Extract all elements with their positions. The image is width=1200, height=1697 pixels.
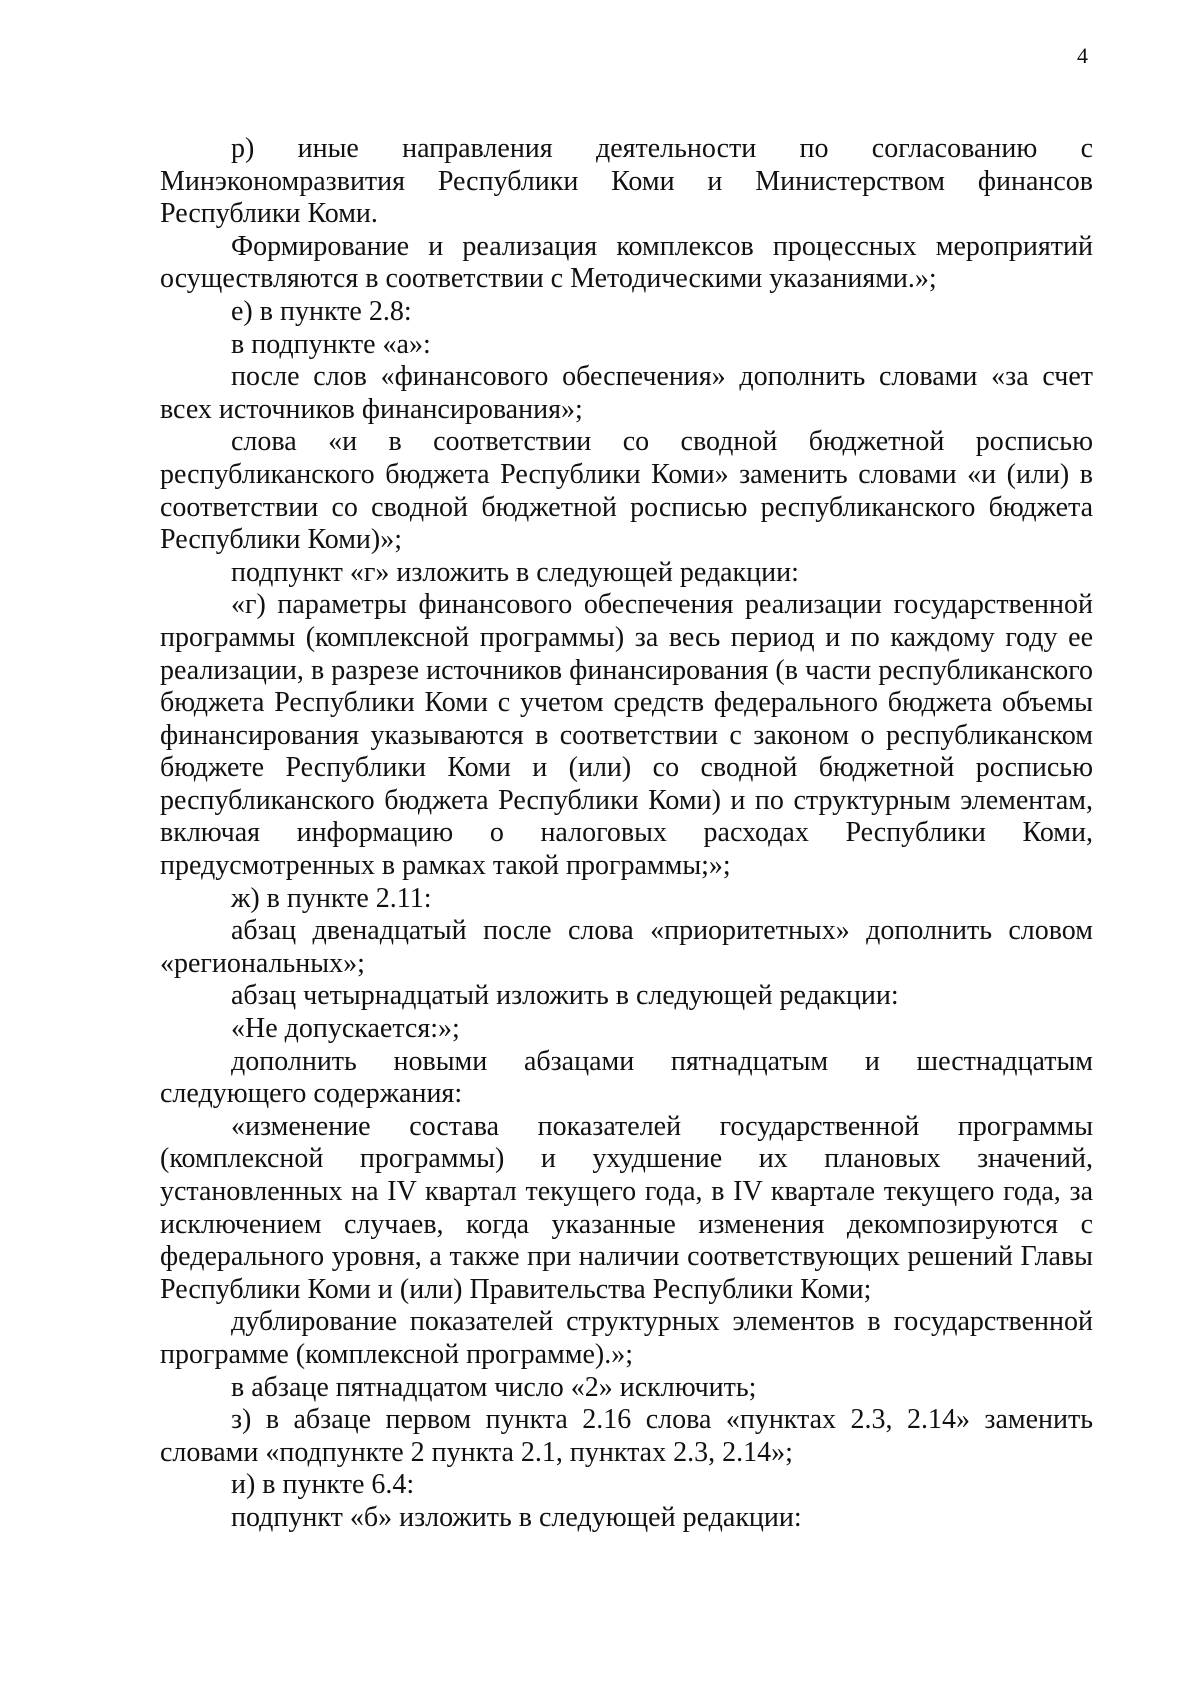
paragraph: з) в абзаце первом пункта 2.16 слова «пунктах 2.3, 2.14» заменить словами «подпункте 2 пункта 2.1, пунктах 2.3, 2.14»; [160,1404,1093,1468]
paragraph: Формирование и реализация комплексов процессных мероприятий осуществляются в соответствии с Методическими указаниями.»; [160,230,1093,295]
paragraph: в абзаце пятнадцатом число «2» исключить; [231,1371,757,1403]
document-body [160,133,1093,1535]
paragraph: е) в пункте 2.8: [231,295,412,327]
paragraph: после слов «финансового обеспечения» дополнить словами «за счет всех источников финансирования»; [160,361,1093,425]
paragraph: ж) в пункте 2.11: [231,882,432,914]
paragraph: «изменение состава показателей государственной программы (комплексной программы) и ухудшение их плановых значений, установленных на IV квартал текущего года, в IV квартале текущего года, за исключением случаев, когда указанные изменения декомпозируются с федерального уровня, а также при наличии соответствующих решений Главы Республики Коми и (или) Правительства Республики Коми; [160,1110,1093,1305]
page-number: 4 [1077,43,1088,68]
paragraph: и) в пункте 6.4: [231,1469,415,1501]
paragraph: «г) параметры финансового обеспечения реализации государственной программы (комплексной программы) за весь период и по каждому году ее реализации, в разрезе источников финансирования (в части республиканского бюджета Республики Коми с учетом средств федерального бюджета объемы финансирования указываются в соответствии с законом о республиканском бюджете Республики Коми и (или) со сводной бюджетной росписью республиканского бюджета Республики Коми) и по структурным элементам, включая информацию о налоговых расходах Республики Коми, предусмотренных в рамках такой программы;»; [160,589,1093,882]
paragraph: дополнить новыми абзацами пятнадцатым и шестнадцатым следующего содержания: [160,1045,1093,1110]
paragraph: подпункт «б» изложить в следующей редакции: [231,1501,802,1533]
paragraph: абзац двенадцатый после слова «приоритетных» дополнить словом «региональных»; [160,915,1093,979]
paragraph: р) иные направления деятельности по согласованию с Минэкономразвития Республики Коми и Министерством финансов Республики Коми. [160,133,1093,230]
paragraph: слова «и в соответствии со сводной бюджетной росписью республиканского бюджета Республики Коми» заменить словами «и (или) в соответствии со сводной бюджетной росписью республиканского бюджета Республики Коми)»; [160,426,1093,556]
paragraph: в подпункте «а»: [231,328,431,360]
paragraph: дублирование показателей структурных элементов в государственной программе (комплексной программе).»; [160,1306,1093,1370]
paragraph: подпункт «г» изложить в следующей редакции: [231,556,799,588]
paragraph: абзац четырнадцатый изложить в следующей редакции: [231,980,899,1012]
paragraph: «Не допускается:»; [231,1013,460,1045]
